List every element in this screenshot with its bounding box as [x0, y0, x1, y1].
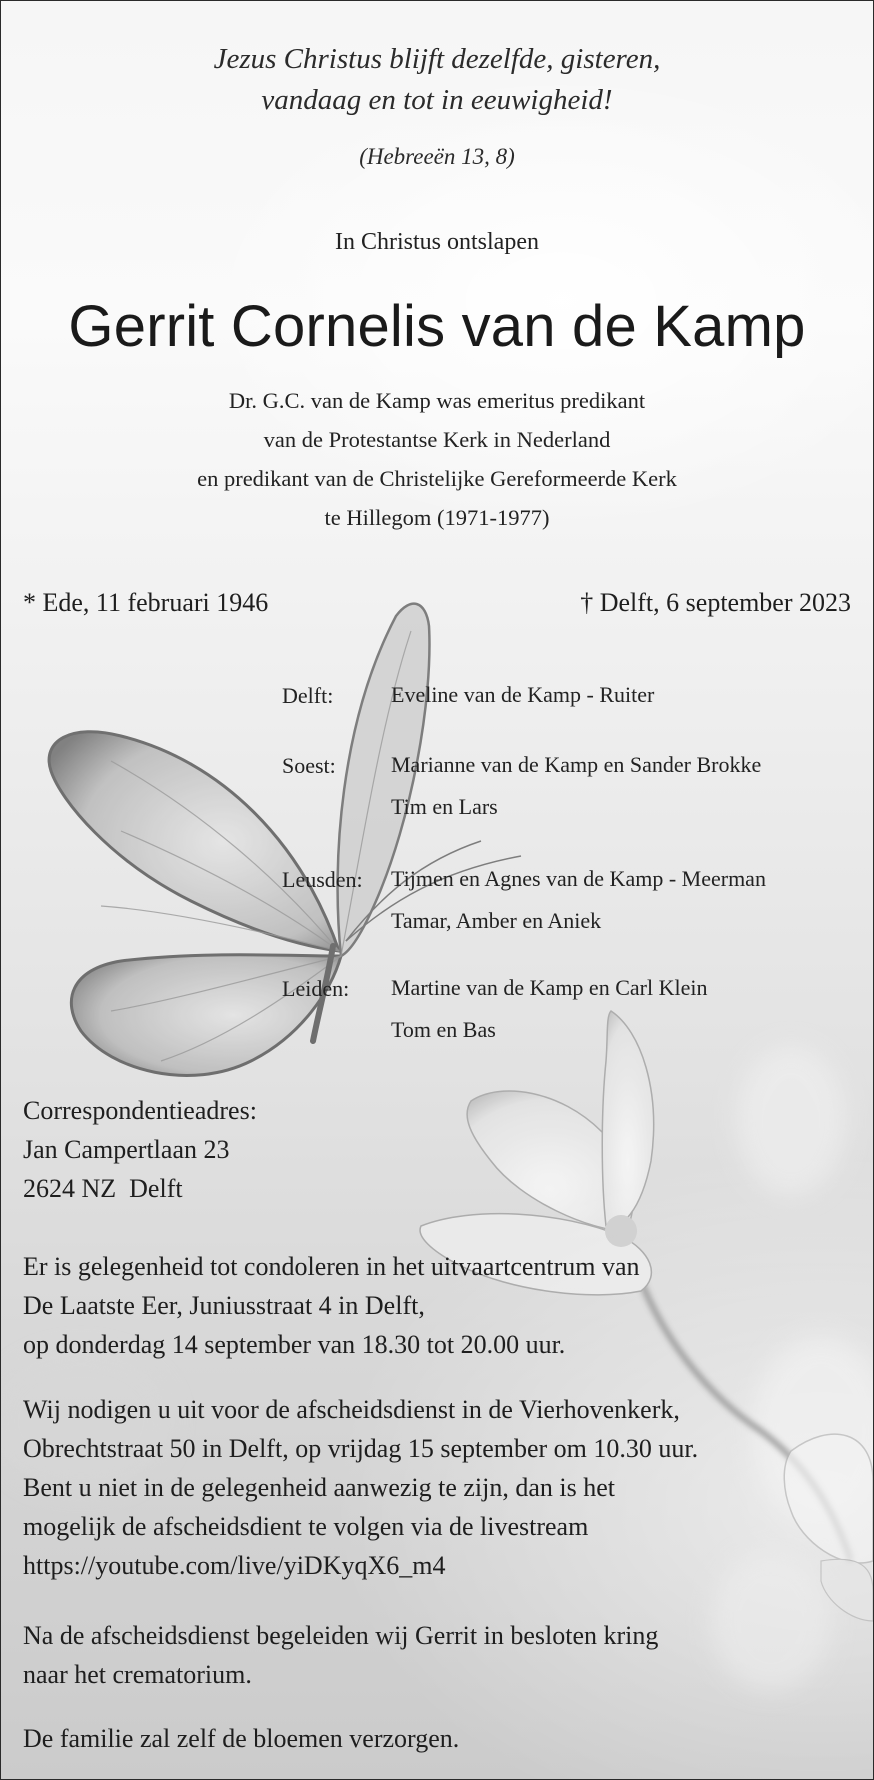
flower-center [605, 1215, 637, 1247]
family-place: Leiden: [282, 976, 350, 1001]
service-line: mogelijk de afscheidsdient te volgen via de livestream [23, 1512, 589, 1541]
correspondence-heading: Correspondentieadres: [23, 1096, 257, 1125]
family-name-line: Tijmen en Agnes van de Kamp - Meerman [391, 866, 766, 891]
condolence-line: Er is gelegenheid tot condoleren in het uitvaartcentrum van [23, 1252, 640, 1281]
bible-reference: (Hebreeën 13, 8) [359, 144, 515, 169]
service-line: Bent u niet in de gelegenheid aanwezig te zijn, dan is het [23, 1473, 616, 1502]
family-name-line: Eveline van de Kamp - Ruiter [391, 682, 655, 707]
family-name-line: Tim en Lars [391, 794, 498, 819]
family-names [391, 674, 654, 716]
family-place: Soest: [282, 753, 336, 778]
bible-verse-line-2: vandaag en tot in eeuwigheid! [261, 84, 613, 116]
flowers-note: De familie zal zelf de bloemen verzorgen. [23, 1724, 460, 1753]
biography-line: te Hillegom (1971-1977) [324, 505, 550, 530]
correspondence-street: Jan Campertlaan 23 [23, 1135, 230, 1164]
biography-line: en predikant van de Christelijke Gereformeerde Kerk [197, 466, 677, 491]
cremation-line: Na de afscheidsdienst begeleiden wij Gerrit in besloten kring [23, 1621, 659, 1650]
biography [1, 381, 873, 537]
family-name-line: Martine van de Kamp en Carl Klein [391, 975, 708, 1000]
butterfly-wing-lower [71, 955, 341, 1076]
service-line: Wij nodigen u uit voor de afscheidsdienst in de Vierhovenkerk, [23, 1395, 680, 1424]
condolence-line: De Laatste Eer, Juniusstraat 4 in Delft, [23, 1291, 425, 1320]
death-date: † Delft, 6 september 2023 [580, 588, 851, 617]
condolence-line: op donderdag 14 september van 18.30 tot 20.00 uur. [23, 1330, 566, 1359]
birth-date: * Ede, 11 februari 1946 [23, 588, 269, 617]
biography-line: Dr. G.C. van de Kamp was emeritus predikant [228, 388, 646, 413]
family-names [391, 744, 761, 828]
family-name-line: Tamar, Amber en Aniek [391, 908, 602, 933]
condolence-info [23, 1247, 640, 1364]
correspondence-address [23, 1091, 257, 1208]
biography-line: van de Protestantse Kerk in Nederland [263, 427, 611, 452]
family-names [391, 858, 766, 942]
cremation-line: naar het crematorium. [23, 1660, 252, 1689]
family-name-line: Marianne van de Kamp en Sander Brokke [391, 752, 762, 777]
livestream-link[interactable]: https://youtube.com/live/yiDKyqX6_m4 [23, 1551, 446, 1580]
family-place: Delft: [282, 683, 334, 708]
deceased-name: Gerrit Cornelis van de Kamp [68, 294, 806, 359]
cremation-info [23, 1616, 658, 1694]
service-info [23, 1390, 698, 1585]
family-names [391, 967, 707, 1051]
bible-verse-line-1: Jezus Christus blijft dezelfde, gisteren, [213, 43, 661, 75]
family-name-line: Tom en Bas [391, 1017, 496, 1042]
bible-verse [1, 39, 873, 121]
subtitle: In Christus ontslapen [335, 229, 539, 255]
correspondence-postal: 2624 NZ Delft [23, 1174, 183, 1203]
service-line: Obrechtstraat 50 in Delft, op vrijdag 15 september om 10.30 uur. [23, 1434, 699, 1463]
family-place: Leusden: [282, 867, 363, 892]
